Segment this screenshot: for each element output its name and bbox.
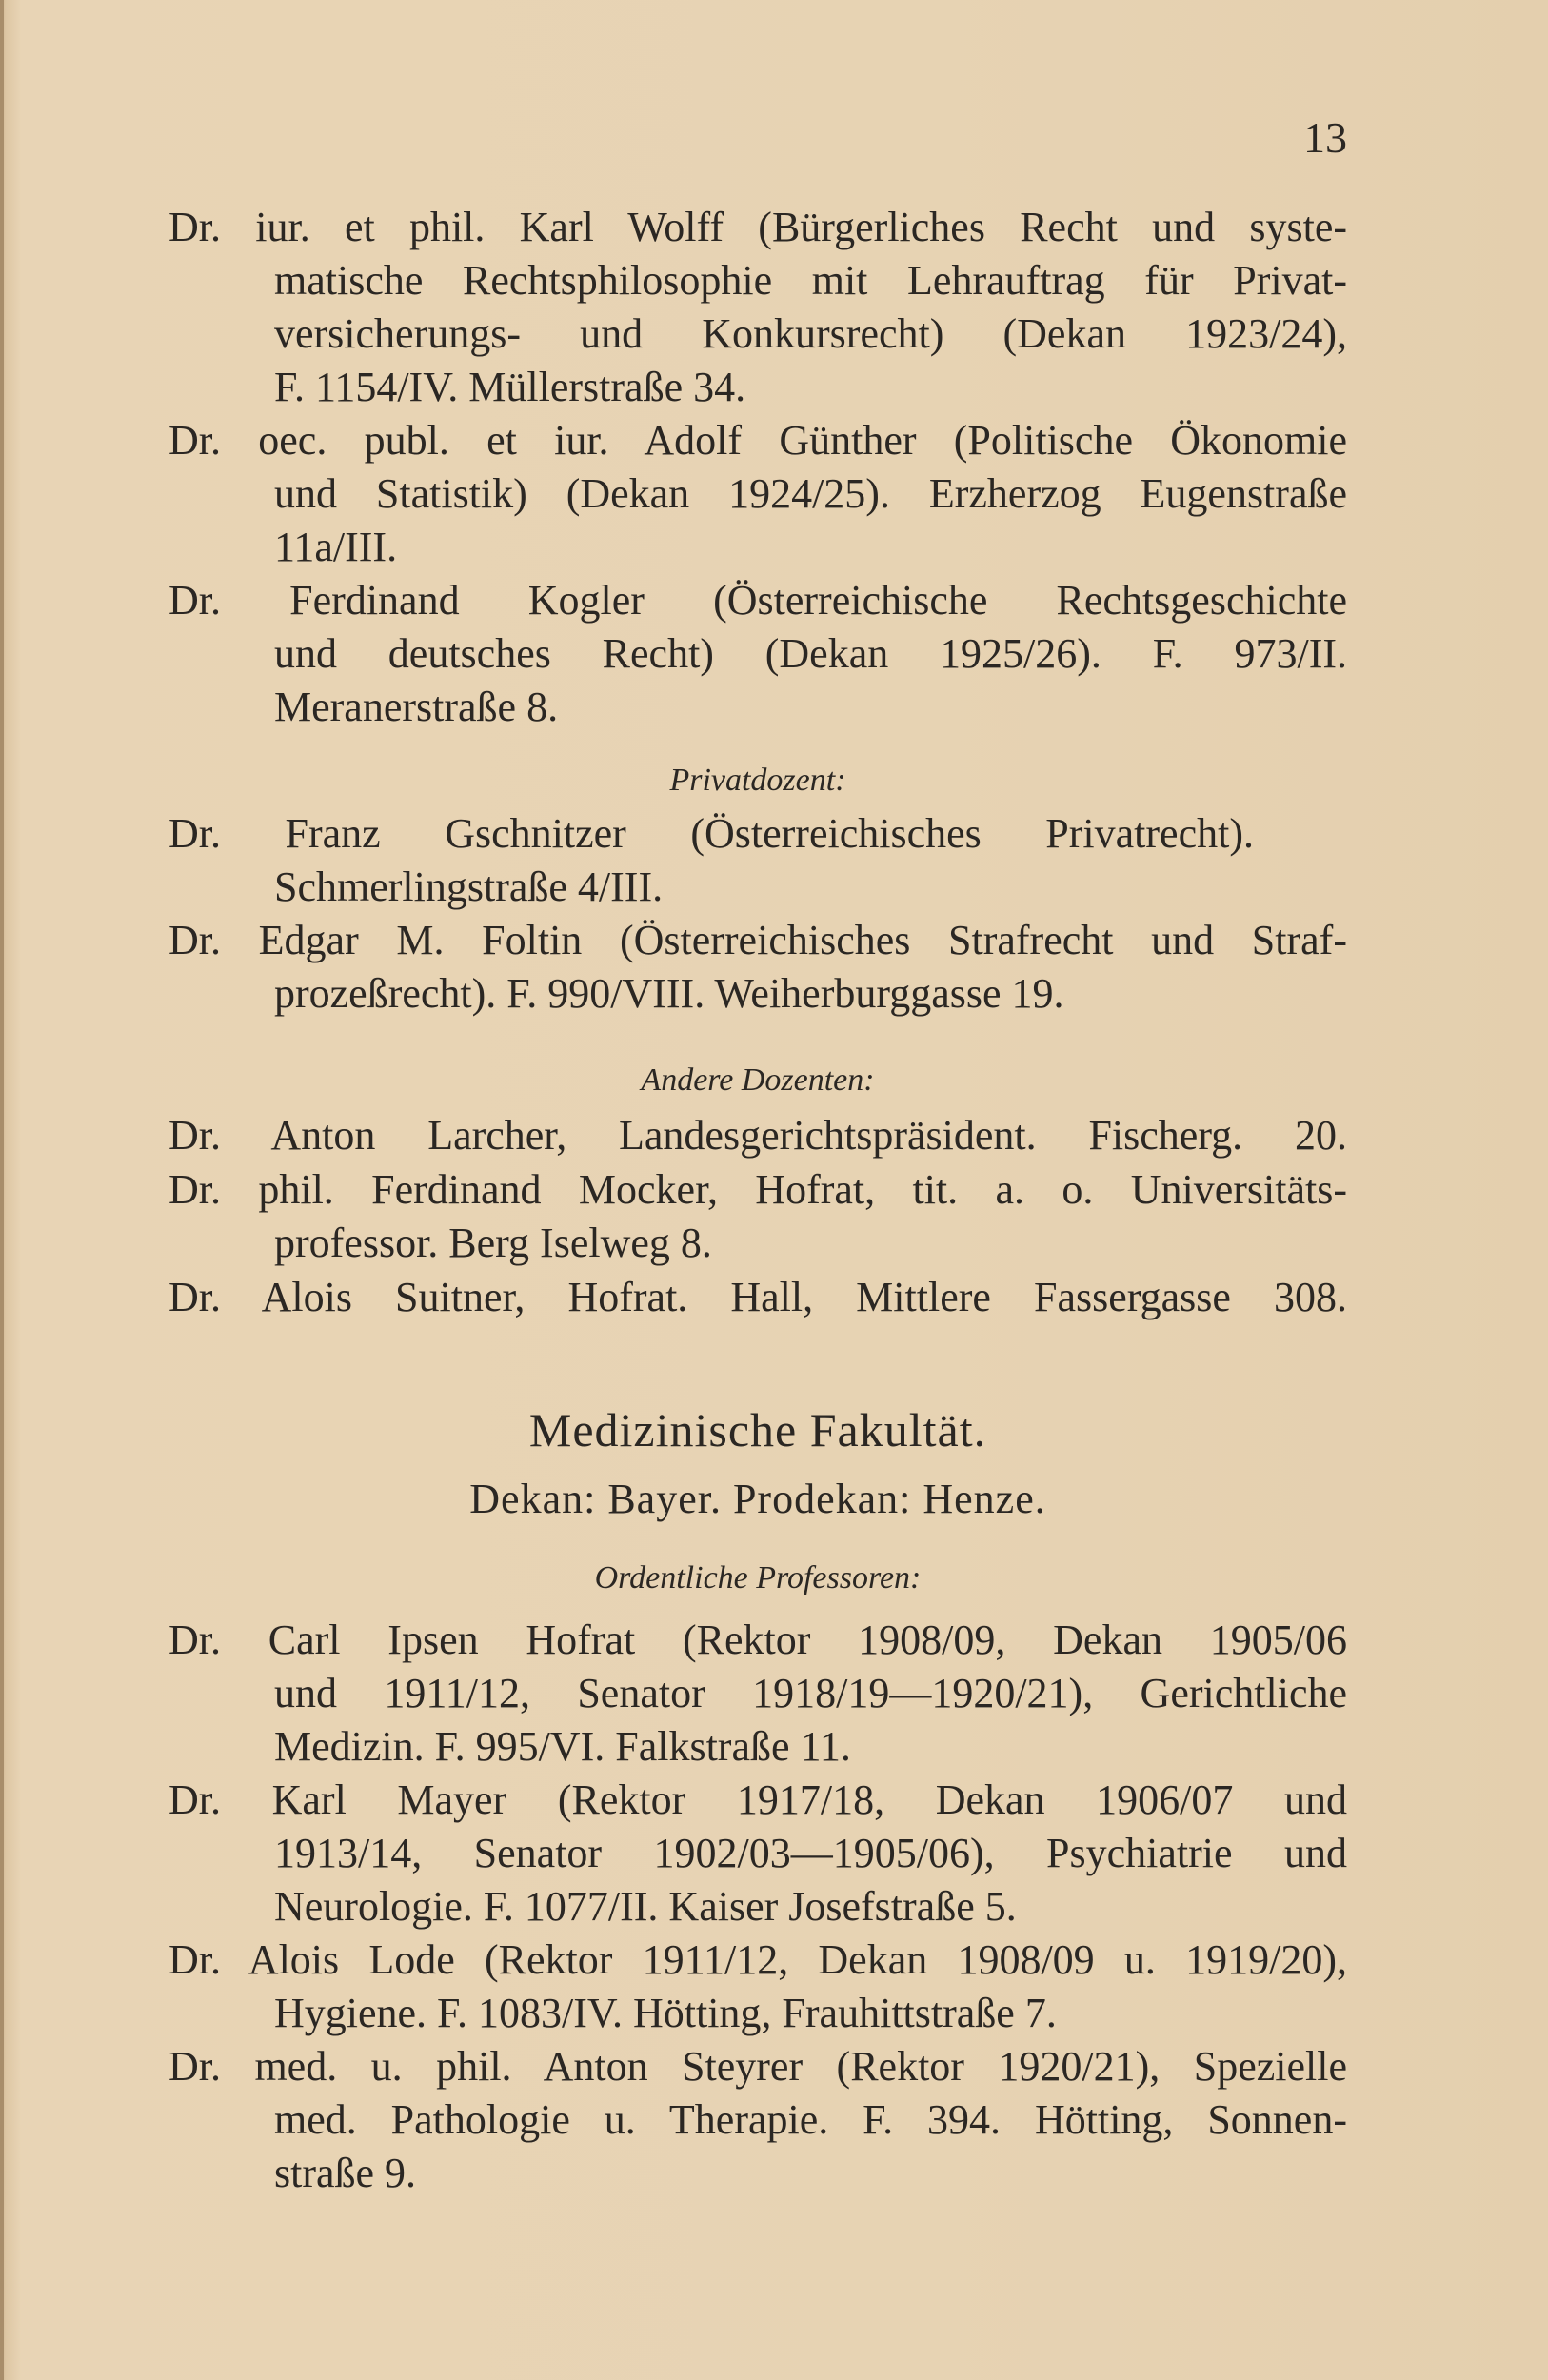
entry-foltin-line-1: Dr. Edgar M. Foltin (Österreichisches Strafrecht und Straf- [169,917,1347,963]
entry-ipsen-line-2: und 1911/12, Senator 1918/19—1920/21), Gerichtliche [274,1670,1347,1716]
entry-mocker-line-2: professor. Berg Iselweg 8. [274,1220,712,1266]
entry-lode-line-1: Dr. Alois Lode (Rektor 1911/12, Dekan 1908/09 u. 1919/20), [169,1936,1347,1983]
entry-guenther-line-3: 11a/III. [274,524,398,570]
entry-guenther-line-1: Dr. oec. publ. et iur. Adolf Günther (Politische Ökonomie [169,417,1347,464]
entry-steyrer-line-2: med. Pathologie u. Therapie. F. 394. Hötting, Sonnen- [274,2096,1347,2143]
heading-ordentliche-professoren: Ordentliche Professoren: [594,1560,922,1596]
entry-gschnitzer-line-1: Dr. Franz Gschnitzer (Österreichisches Privatrecht). [169,810,1254,857]
faculty-title-medizin: Medizinische Fakultät. [528,1403,987,1457]
entry-mayer-line-1: Dr. Karl Mayer (Rektor 1917/18, Dekan 1906/07 und [169,1776,1347,1823]
entry-mayer-line-2: 1913/14, Senator 1902/03—1905/06), Psychiatrie und [274,1830,1347,1876]
heading-andere-dozenten: Andere Dozenten: [641,1062,875,1098]
heading-privatdozent: Privatdozent: [669,763,846,798]
entry-mocker-line-1: Dr. phil. Ferdinand Mocker, Hofrat, tit. a. o. Universitäts- [169,1166,1347,1213]
entry-kogler-line-3: Meranerstraße 8. [274,684,559,730]
entry-ipsen-line-3: Medizin. F. 995/VI. Falkstraße 11. [274,1723,851,1770]
entry-wolff-line-2: matische Rechtsphilosophie mit Lehrauftrag für Privat- [274,257,1347,304]
entry-wolff-line-1: Dr. iur. et phil. Karl Wolff (Bürgerliches Recht und syste- [169,204,1347,250]
entry-mayer-line-3: Neurologie. F. 1077/II. Kaiser Josefstraße 5. [274,1883,1017,1930]
page-number: 13 [1303,113,1347,162]
page-gutter-edge [0,0,4,2380]
entry-foltin-line-2: prozeßrecht). F. 990/VIII. Weiherburggasse 19. [274,970,1064,1017]
entry-ipsen-line-1: Dr. Carl Ipsen Hofrat (Rektor 1908/09, Dekan 1905/06 [169,1616,1347,1663]
entry-steyrer-line-3: straße 9. [274,2150,417,2196]
entry-larcher-line-1: Dr. Anton Larcher, Landesgerichtspräsident. Fischerg. 20. [169,1112,1347,1159]
entry-steyrer-line-1: Dr. med. u. phil. Anton Steyrer (Rektor 1920/21), Spezielle [169,2043,1347,2090]
entry-gschnitzer-line-2: Schmerlingstraße 4/III. [274,863,664,910]
entry-guenther-line-2: und Statistik) (Dekan 1924/25). Erzherzog Eugenstraße [274,470,1347,517]
entry-kogler-line-1: Dr. Ferdinand Kogler (Österreichische Rechtsgeschichte [169,577,1347,624]
entry-wolff-line-3: versicherungs- und Konkursrecht) (Dekan 1923/24), [274,310,1347,357]
entry-suitner-line-1: Dr. Alois Suitner, Hofrat. Hall, Mittlere Fassergasse 308. [169,1274,1347,1320]
faculty-dean-line: Dekan: Bayer. Prodekan: Henze. [469,1476,1046,1522]
entry-kogler-line-2: und deutsches Recht) (Dekan 1925/26). F. 973/II. [274,630,1347,677]
entry-lode-line-2: Hygiene. F. 1083/IV. Hötting, Frauhittstraße 7. [274,1990,1057,2036]
entry-wolff-line-4: F. 1154/IV. Müllerstraße 34. [274,364,746,410]
